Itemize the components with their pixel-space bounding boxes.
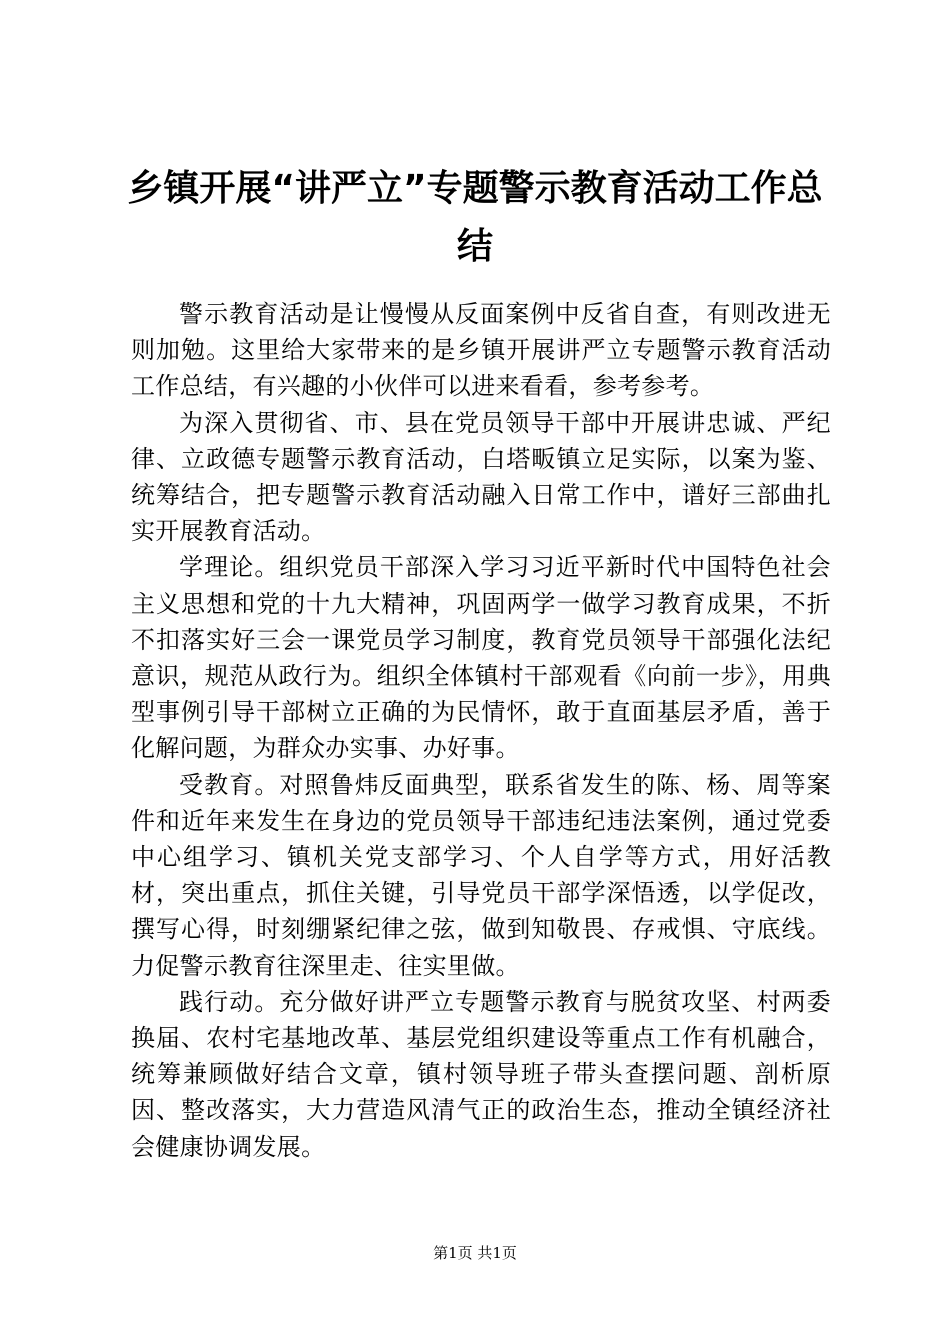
paragraph-overview: 为深入贯彻省、市、县在党员领导干部中开展讲忠诚、严纪律、立政德专题警示教育活动，白塔畈镇立足实际，以案为鉴、统筹结合，把专题警示教育活动融入日常工作中，谱好三部曲扎实开展教育活动。 xyxy=(131,408,831,546)
paragraph-intro: 警示教育活动是让慢慢从反面案例中反省自查，有则改进无则加勉。这里给大家带来的是乡镇开展讲严立专题警示教育活动工作总结，有兴趣的小伙伴可以进来看看，参考参考。 xyxy=(131,300,831,401)
document-body xyxy=(131,296,831,1165)
page-footer: 第1页 共1页 xyxy=(433,1244,517,1262)
document-title: 乡镇开展“讲严立”专题警示教育活动工作总结 xyxy=(127,168,823,267)
paragraph-receive-education: 受教育。对照鲁炜反面典型，联系省发生的陈、杨、周等案件和近年来发生在身边的党员领导干部违纪违法案例，通过党委中心组学习、镇机关党支部学习、个人自学等方式，用好活教材，突出重点，抓住关键，引导党员干部学深悟透，以学促改，撰写心得，时刻绷紧纪律之弦，做到知敬畏、存戒惧、守底线。力促警示教育往深里走、往实里做。 xyxy=(131,770,831,980)
paragraph-take-action: 践行动。充分做好讲严立专题警示教育与脱贫攻坚、村两委换届、农村宅基地改革、基层党组织建设等重点工作有机融合，统筹兼顾做好结合文章，镇村领导班子带头查摆问题、剖析原因、整改落实，大力营造风清气正的政治生态，推动全镇经济社会健康协调发展。 xyxy=(131,987,831,1161)
paragraph-study-theory: 学理论。组织党员干部深入学习习近平新时代中国特色社会主义思想和党的十九大精神，巩固两学一做学习教育成果，不折不扣落实好三会一课党员学习制度，教育党员领导干部强化法纪意识，规范从政行为。组织全体镇村干部观看《向前一步》，用典型事例引导干部树立正确的为民情怀，敢于直面基层矛盾，善于化解问题，为群众办实事、办好事。 xyxy=(131,553,831,763)
